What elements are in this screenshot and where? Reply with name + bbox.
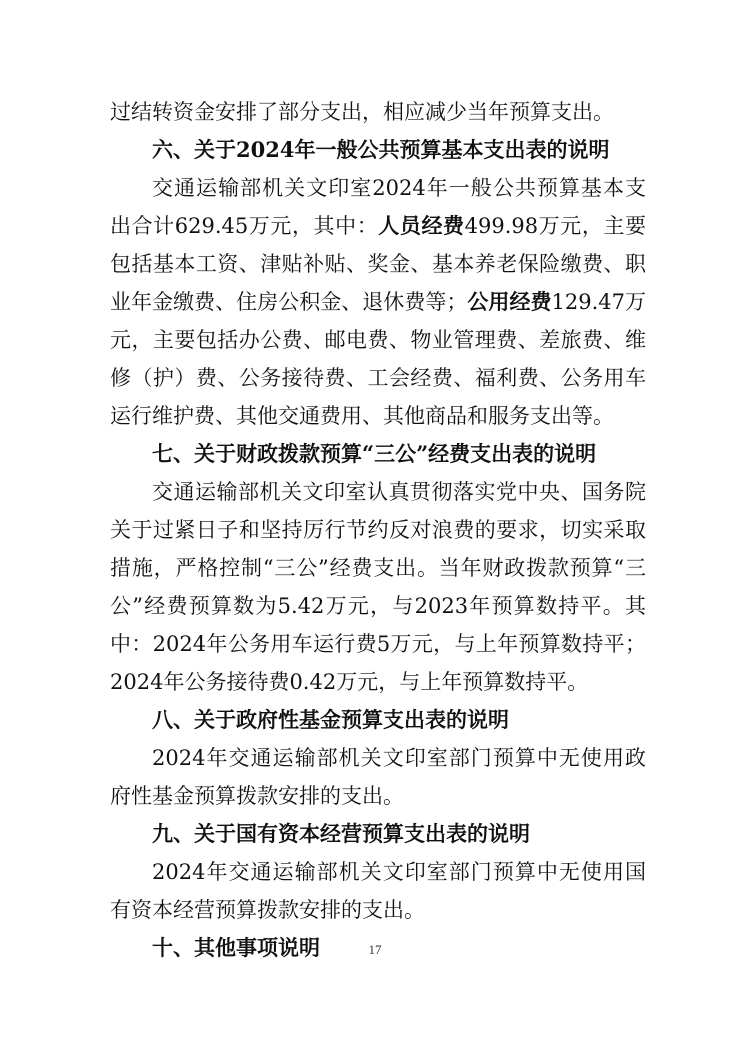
paragraph-carryover: 过结转资金安排了部分支出，相应减少当年预算支出。	[110, 100, 614, 124]
paragraph-section-8: 2024年交通运输部机关文印室部门预算中无使用政府性基金预算拨款安排的支出。	[110, 746, 646, 808]
heading-section-10: 十、其他事项说明	[152, 935, 320, 960]
paragraph-section-7: 交通运输部机关文印室认真贯彻落实党中央、国务院关于过紧日子和坚持厉行节约反对浪费的要求，切实采取措施，严格控制“三公”经费支出。当年财政拨款预算“三公”经费预算数为5.42万元，与2023年预算数持平。其中：2024年公务用车运行费5万元，与上年预算数持平；2024年公务接待费0.42万元，与上年预算数持平。	[110, 480, 646, 694]
paragraph-section-9: 2024年交通运输部机关文印室部门预算中无使用国有资本经营预算拨款安排的支出。	[110, 860, 646, 922]
page-number: 17	[368, 942, 382, 957]
text-run: 129.47万元，主要包括办公费、邮电费、物业管理费、差旅费、维修（护）费、公务接待费、工会经费、福利费、公务用车运行维护费、其他交通费用、其他商品和服务支出等。	[110, 290, 647, 428]
term-public-expenses: 公用经费	[467, 289, 552, 314]
text-run: 交通运输部机关文印室2024年一般公共预算基本支出合计629.45万元，其中：	[110, 176, 646, 238]
heading-section-7: 七、关于财政拨款预算“三公”经费支出表的说明	[152, 441, 597, 466]
heading-section-9: 九、关于国有资本经营预算支出表的说明	[152, 821, 530, 846]
heading-section-8: 八、关于政府性基金预算支出表的说明	[152, 707, 509, 732]
text-run: 499.98万元，主要包括基本工资、津贴补贴、奖金、基本养老保险缴费、职业年金缴费、住房公积金、退休费等；	[110, 214, 647, 314]
term-personnel-expenses: 人员经费	[378, 213, 465, 238]
heading-section-6: 六、关于2024年一般公共预算基本支出表的说明	[152, 137, 610, 162]
paragraph-section-6	[110, 169, 646, 435]
body-text	[110, 93, 646, 967]
